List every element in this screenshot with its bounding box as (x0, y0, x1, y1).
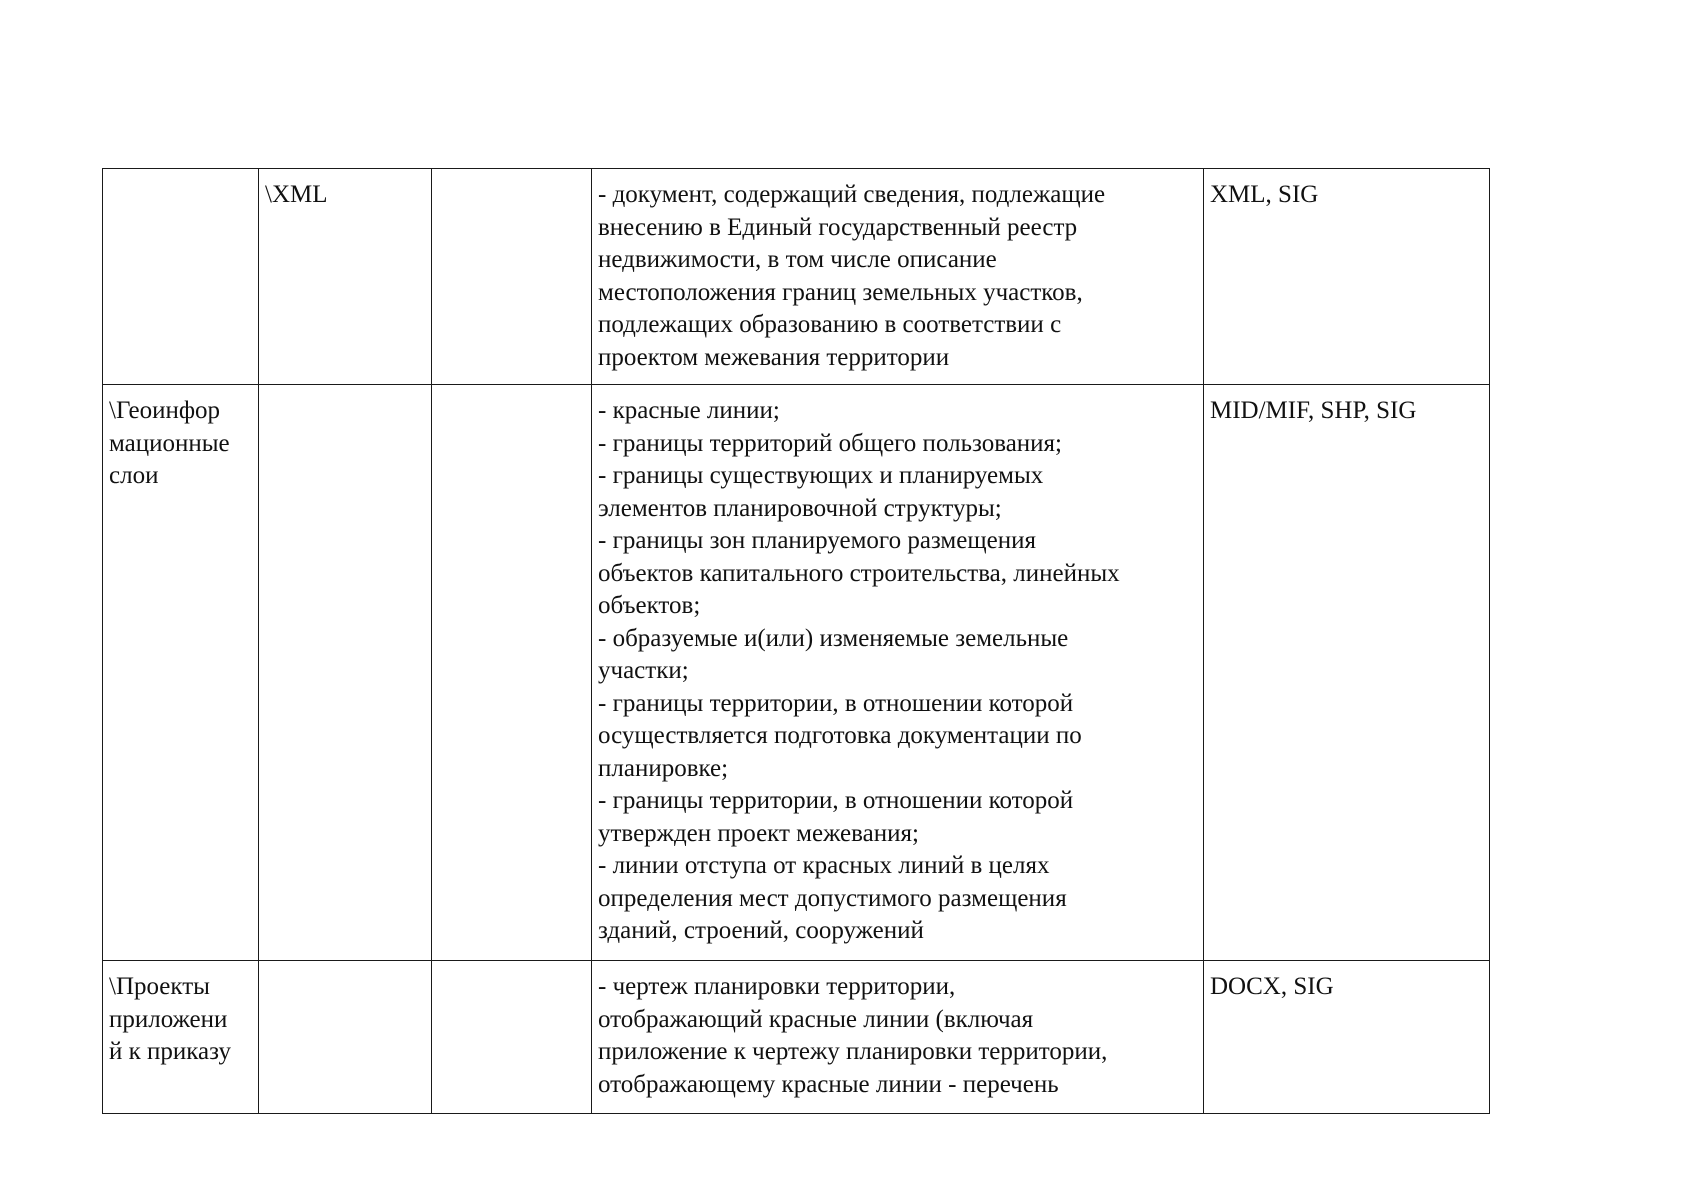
content-line: - границы существующих и планируемых (598, 462, 1044, 489)
subfolder-cell (259, 961, 432, 1114)
content-line: - красные линии; (598, 397, 780, 424)
folder-name-line: мационные (109, 429, 230, 457)
content-line: приложение к чертежу планировки территории, (598, 1038, 1108, 1065)
content-line: проектом межевания территории (598, 343, 950, 371)
content-line: осуществляется подготовка документации по (598, 722, 1082, 749)
folder-name-line: приложени (109, 1005, 228, 1033)
content-line: - линии отступа от красных линий в целях (598, 852, 1050, 879)
content-line: - образуемые и(или) изменяемые земельные (598, 624, 1069, 652)
content-line: участки; (598, 657, 689, 684)
file-structure-table (102, 168, 1490, 1114)
content-line: внесению в Единый государственный реестр (598, 213, 1078, 241)
content-line: - границы территории, в отношении которой (598, 787, 1074, 814)
table-row (103, 385, 1490, 961)
folder-cell (103, 169, 259, 385)
content-line: зданий, строений, сооружений (598, 917, 924, 944)
content-line: отображающий красные линии (включая (598, 1005, 1034, 1033)
content-line: - границы зон планируемого размещения (598, 527, 1036, 554)
empty-cell (432, 385, 592, 961)
content-line: - границы территорий общего пользования; (598, 429, 1062, 457)
subfolder-cell (259, 169, 432, 385)
content-line: - документ, содержащий сведения, подлежащие (598, 181, 1106, 208)
table-row (103, 961, 1490, 1114)
formats-cell (1204, 385, 1490, 961)
table-row (103, 169, 1490, 385)
content-line: местоположения границ земельных участков, (598, 278, 1083, 306)
content-line: объектов; (598, 592, 701, 619)
file-formats: XML, SIG (1210, 181, 1319, 208)
content-line: утвержден проект межевания; (598, 819, 919, 847)
empty-cell (432, 169, 592, 385)
subfolder-name: \XML (265, 181, 328, 208)
file-formats: DOCX, SIG (1210, 973, 1334, 1000)
empty-cell (432, 961, 592, 1114)
content-line: недвижимости, в том числе описание (598, 246, 997, 273)
folder-name-line: слои (109, 462, 159, 489)
content-line: - границы территории, в отношении которой (598, 689, 1074, 717)
folder-cell (103, 961, 259, 1114)
content-description-cell (592, 385, 1204, 961)
subfolder-cell (259, 385, 432, 961)
file-formats: MID/MIF, SHP, SIG (1210, 397, 1417, 424)
content-line: определения мест допустимого размещения (598, 884, 1067, 912)
folder-name-line: й к приказу (109, 1038, 231, 1065)
content-line: элементов планировочной структуры; (598, 494, 1002, 522)
folder-name-line: \Проекты (109, 973, 210, 1000)
formats-cell (1204, 961, 1490, 1114)
content-description-cell (592, 961, 1204, 1114)
content-line: подлежащих образованию в соответствии с (598, 311, 1062, 338)
content-line: планировке; (598, 754, 729, 782)
folder-cell (103, 385, 259, 961)
folder-name-line: \Геоинфор (109, 397, 221, 424)
content-description-cell (592, 169, 1204, 385)
formats-cell (1204, 169, 1490, 385)
content-line: отображающему красные линии - перечень (598, 1070, 1059, 1098)
content-line: - чертеж планировки территории, (598, 973, 956, 1000)
content-line: объектов капитального строительства, линейных (598, 559, 1120, 587)
